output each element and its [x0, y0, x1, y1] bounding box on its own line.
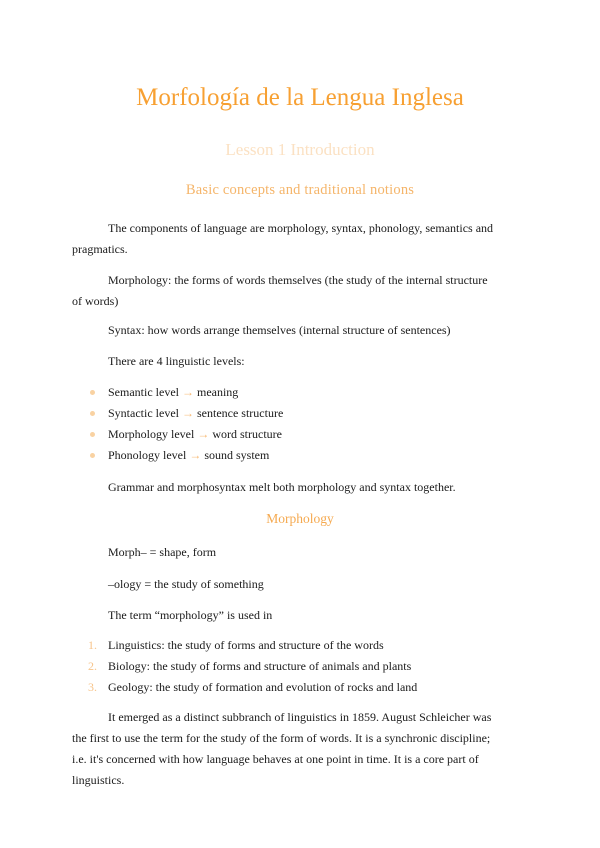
arrow-icon: → [197, 427, 210, 441]
document-title: Morfología de la Lengua Inglesa [136, 84, 464, 111]
list-number: 2. [88, 659, 97, 673]
bullet-icon [90, 411, 95, 416]
arrow-icon: → [181, 406, 194, 420]
paragraph-morph: Morph– = shape, form [108, 545, 217, 559]
bullet-icon [90, 432, 95, 437]
list-number: 1. [88, 638, 97, 652]
paragraph-history: It emerged as a distinct subbranch of linguistics in 1859. August Schleicher was the first to use the term for the study of the form of words. It is a synchronic discipline; i.e. it's concerned with how language behaves at one point in time. It is a core part of linguistics. [72, 710, 492, 787]
bullet-icon [90, 453, 95, 458]
use-text: Linguistics: the study of forms and structure of the words [108, 638, 384, 652]
paragraph-ology: –ology = the study of something [108, 577, 264, 591]
section-heading-morphology: Morphology [266, 511, 334, 526]
level-description: sound system [204, 448, 270, 462]
paragraph-levels-intro: There are 4 linguistic levels: [108, 354, 245, 368]
use-text: Geology: the study of formation and evolution of rocks and land [108, 680, 418, 694]
paragraph-term-used: The term “morphology” is used in [108, 608, 273, 622]
paragraph-components: The components of language are morphology, syntax, phonology, semantics and pragmatics. [72, 221, 494, 256]
subtitle-heading: Basic concepts and traditional notions [185, 182, 415, 198]
paragraph-grammar: Grammar and morphosyntax melt both morphology and syntax together. [108, 480, 456, 494]
arrow-icon: → [189, 448, 202, 462]
level-description: word structure [212, 427, 282, 441]
lesson-heading: Lesson 1 Introduction [225, 140, 375, 159]
level-name: Phonology level [108, 448, 187, 462]
level-name: Syntactic level [108, 406, 179, 420]
arrow-icon: → [181, 385, 194, 399]
use-text: Biology: the study of forms and structure of animals and plants [108, 659, 412, 673]
paragraph-syntax-definition: Syntax: how words arrange themselves (internal structure of sentences) [108, 323, 451, 337]
level-name: Semantic level [108, 385, 179, 399]
level-name: Morphology level [108, 427, 195, 441]
level-description: sentence structure [196, 406, 284, 420]
bullet-icon [90, 390, 95, 395]
level-description: meaning [196, 385, 239, 399]
list-number: 3. [88, 680, 97, 694]
paragraph-morphology-definition: Morphology: the forms of words themselves (the study of the internal structure of words) [72, 273, 488, 308]
